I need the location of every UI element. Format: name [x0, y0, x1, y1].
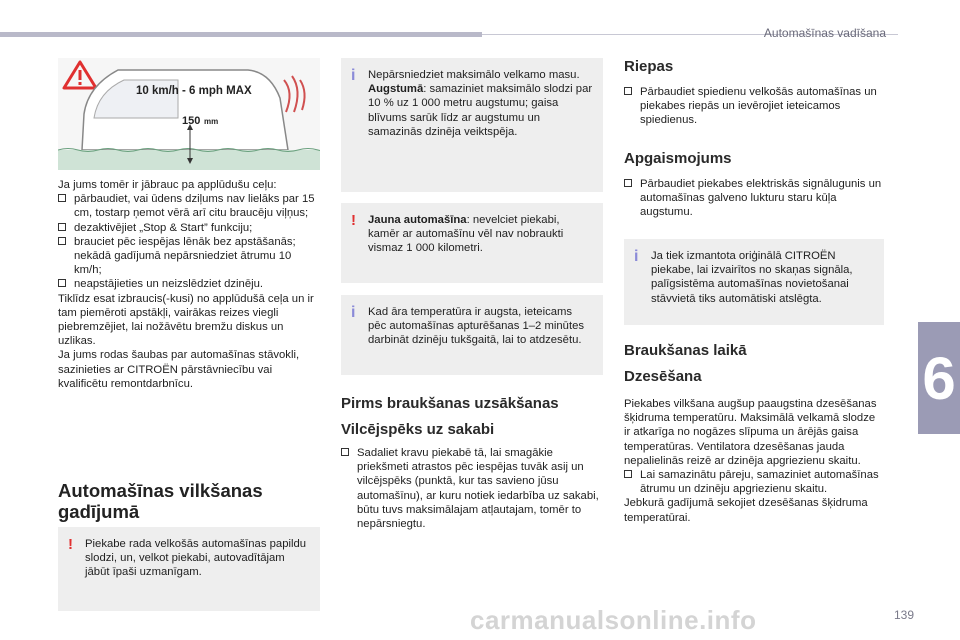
- info-box-temperature: [341, 295, 603, 375]
- towing-warning-box: [58, 527, 320, 611]
- cooling-text: Piekabes vilkšana augšup paaugstina dzesēšanas šķidruma temperatūru. Maksimālā velkamā slodze ir atkarīga no nogāzes slīpuma un ārējās gaisa temperatūras. Ventilatora dzesēšanas jauda nepalielinās reizē ar dzinēja apgriezienu skaitu.: [624, 398, 877, 467]
- chapter-number-tab: 6: [918, 322, 960, 434]
- before-driving-heading: Pirms braukšanas uzsākšanas: [341, 395, 559, 412]
- list-item: dezaktivējiet „Stop & Start” funkciju;: [58, 221, 320, 235]
- checkbox-bullet-icon: [624, 179, 632, 187]
- cooling-after: Jebkurā gadījumā sekojiet dzesēšanas šķidruma temperatūrai.: [624, 497, 868, 524]
- warning-box-new-car: ! Jauna automašīna: nevelciet piekabi, kamēr ar automašīnu vēl nav nobraukti vismaz 1 000 kilometri.: [341, 203, 603, 283]
- depth-value: 150: [182, 115, 201, 127]
- list-item: Pārbaudiet spiedienu velkošās automašīnas un piekabes riepās un ievērojiet ieteicamos spiedienus.: [624, 85, 884, 128]
- flood-section: [58, 178, 320, 391]
- checkbox-bullet-icon: [58, 194, 66, 202]
- checkbox-bullet-icon: [58, 237, 66, 245]
- checkbox-bullet-icon: [341, 448, 349, 456]
- hitch-section: [341, 446, 603, 531]
- checkbox-bullet-icon: [58, 279, 66, 287]
- watermark: carmanualsonline.info: [470, 605, 757, 635]
- parking-aid-info-text: Ja tiek izmantota oriģinālā CITROËN piekabe, lai izvairītos no skaņas signāla, palīgsistēma automašīnas novietošanai stāvvietā tiks automātiski atslēgta.: [651, 250, 853, 305]
- lights-section: [624, 177, 884, 220]
- towing-heading: Automašīnas vilkšanas gadījumā: [58, 480, 263, 522]
- info-box-parking-aid: [624, 239, 884, 325]
- temperature-info-text: Kad āra temperatūra ir augsta, ieteicams pēc automašīnas apturēšanas 1–2 minūtes darbināt dzinēju tukšgaitā, lai to atdzesētu.: [368, 306, 585, 347]
- list-item: Pārbaudiet piekabes elektriskās signālugunis un automašīnas galveno lukturu staru kūļa augstumu.: [624, 177, 884, 220]
- info-icon: i: [351, 304, 356, 321]
- list-item: Sadaliet kravu piekabē tā, lai smagākie priekšmeti atrastos pēc iespējas tuvāk asij un vilcējspēks (punktā, kur tas savieno jūsu automašīnu), ar kuru notiek iedarbība uz sakabi, būtu tuvs maksimālajam atļautajam, tomēr to nepārsniegtu.: [341, 446, 603, 531]
- cooling-heading: Dzesēšana: [624, 368, 702, 385]
- flood-after-2: Ja jums rodas šaubas par automašīnas stāvokli, sazinieties ar CITROËN pārstāvniecību vai kvalificētu remontdarbnīcu.: [58, 349, 300, 390]
- tyres-heading: Riepas: [624, 58, 674, 75]
- list-item: Lai samazinātu pāreju, samaziniet automašīnas ātrumu un dzinēju apgriezienu skaitu.: [624, 468, 884, 496]
- speed-label: 10 km/h - 6 mph MAX: [136, 85, 252, 97]
- lights-heading: Apgaismojums: [624, 150, 732, 167]
- flood-illustration: [58, 58, 320, 170]
- list-item: neapstājieties un neizslēdziet dzinēju.: [58, 277, 320, 291]
- flood-intro: Ja jums tomēr ir jābrauc pa applūdušu ceļu:: [58, 179, 277, 191]
- cooling-section: [624, 397, 884, 525]
- driving-heading: Braukšanas laikā: [624, 342, 747, 359]
- towing-warning-text: Piekabe rada velkošās automašīnas papildu slodzi, un, velkot piekabi, autovadītājam jābūt īpaši uzmanīgam.: [85, 538, 307, 579]
- list-item: brauciet pēc iespējas lēnāk bez apstāšanās; nekādā gadījumā nepārsniedziet ātrumu 10 km/h;: [58, 235, 320, 278]
- chapter-title: Automašīnas vadīšana: [763, 26, 886, 40]
- flood-after: Tiklīdz esat izbraucis(-kusi) no applūdušā ceļa un ir tam piemēroti apstākļi, vairākas reizes viegli piebremzējiet, lai nožāvētu bremžu diskus un uzlikas.: [58, 292, 314, 348]
- warning-exclamation-icon: !: [68, 536, 73, 553]
- checkbox-bullet-icon: [624, 470, 632, 478]
- header-bar: [0, 32, 482, 37]
- warning-exclamation-icon: !: [351, 212, 356, 229]
- page-number: 139: [893, 608, 914, 622]
- checkbox-bullet-icon: [58, 223, 66, 231]
- info-icon: i: [351, 67, 356, 84]
- depth-unit: mm: [204, 117, 219, 126]
- tyres-section: [624, 85, 884, 128]
- info-box-max-mass: i Nepārsniedziet maksimālo velkamo masu. Augstumā: samaziniet maksimālo slodzi par 10 % uz 1 000 metru augstumu; gaisa blīvums sarūk līdz ar augstumu un samazinās dzinēja veiktspēja.: [341, 58, 603, 192]
- checkbox-bullet-icon: [624, 87, 632, 95]
- hitch-heading: Vilcējspēks uz sakabi: [341, 421, 495, 438]
- list-item: pārbaudiet, vai ūdens dziļums nav lielāks par 15 cm, tostarp ņemot vērā arī citu braucēju viļņus;: [58, 192, 320, 220]
- info-icon: i: [634, 248, 639, 265]
